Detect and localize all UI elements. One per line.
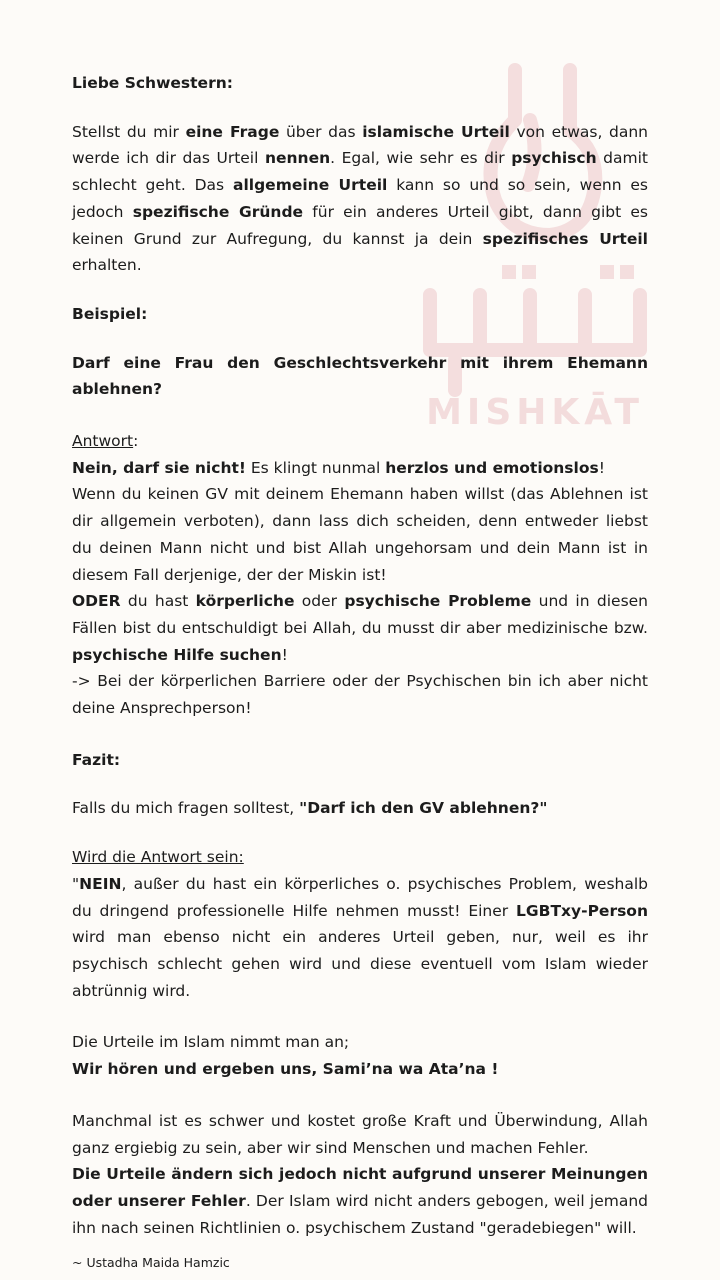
conclusion-heading: Fazit: — [72, 750, 121, 769]
example-heading: Beispiel: — [72, 304, 148, 323]
example-question: Darf eine Frau den Geschlechtsverkehr mit ihrem Ehemann ablehnen? — [72, 353, 648, 399]
intro-paragraph: Stellst du mir eine Frage über das islamische Urteil von etwas, dann werde ich dir das Urteil nennen. Egal, wie sehr es dir psychisch damit schlecht geht. Das allgemeine Urteil kann so und so sein, wenn es jedoch spezifische Gründe für ein anderes Urteil gibt, dann gibt es keinen Grund zur Aufregung, du kannst ja dein spezifisches Urteil erhalten. — [72, 122, 649, 275]
reply-label: Wird die Antwort sein: — [72, 848, 244, 867]
accept-line: Die Urteile im Islam nimmt man an; — [72, 1033, 350, 1052]
closing-paragraph: Manchmal ist es schwer und kostet große Kraft und Überwindung, Allah ganz ergiebig zu sein, aber wir sind Menschen und machen Fehler. — [72, 1111, 648, 1157]
answer-explanation: Wenn du keinen GV mit deinem Ehemann haben willst (das Ablehnen ist dir allgemein verboten), dann lass dich scheiden, denn entweder liebst du deinen Mann nicht und bist Allah ungehorsam und dein Mann ist in diesem Fall derjenige, der der Miskin ist! — [72, 485, 648, 584]
accept-bold: Wir hören und ergeben uns, Sami’na wa Ata’na ! — [72, 1060, 499, 1079]
answer-alternative: ODER du hast körperliche oder psychische Probleme und in diesen Fällen bist du entschuldigt bei Allah, du musst dir aber medizinische bzw. psychische Hilfe suchen! — [72, 592, 648, 664]
reply-paragraph: "NEIN, außer du hast ein körperliches o. psychisches Problem, weshalb du dringend professionelle Hilfe nehmen musst! Einer LGBTxy-Person wird man ebenso nicht ein anderes Urteil geben, nur, weil es ihr psychisch schlecht gehen wird und diese eventuell vom Islam wieder abtrünnig wird. — [72, 874, 648, 1000]
answer-note: -> Bei der körperlichen Barriere oder der Psychischen bin ich aber nicht deine Ansprechperson! — [72, 672, 648, 718]
answer-first: Nein, darf sie nicht! Es klingt nunmal herzlos und emotionslos! — [72, 458, 605, 477]
document-body — [72, 70, 648, 1273]
watermark-brand-text: MISHKĀT — [426, 392, 644, 433]
answer-line: Antwort: — [72, 432, 139, 451]
conclusion-question: Falls du mich fragen solltest, "Darf ich den GV ablehnen?" — [72, 799, 548, 818]
greeting: Liebe Schwestern: — [72, 74, 233, 92]
signature: ~ Ustadha Maida Hamzic — [72, 1255, 230, 1271]
closing-emphasis: Die Urteile ändern sich jedoch nicht aufgrund unserer Meinungen oder unserer Fehler. Der Islam wird nicht anders gebogen, weil jemand ihn nach seinen Richtlinien o. psychischem Zustand "geradebiegen" will. — [72, 1165, 649, 1237]
answer-label: Antwort — [72, 432, 134, 451]
